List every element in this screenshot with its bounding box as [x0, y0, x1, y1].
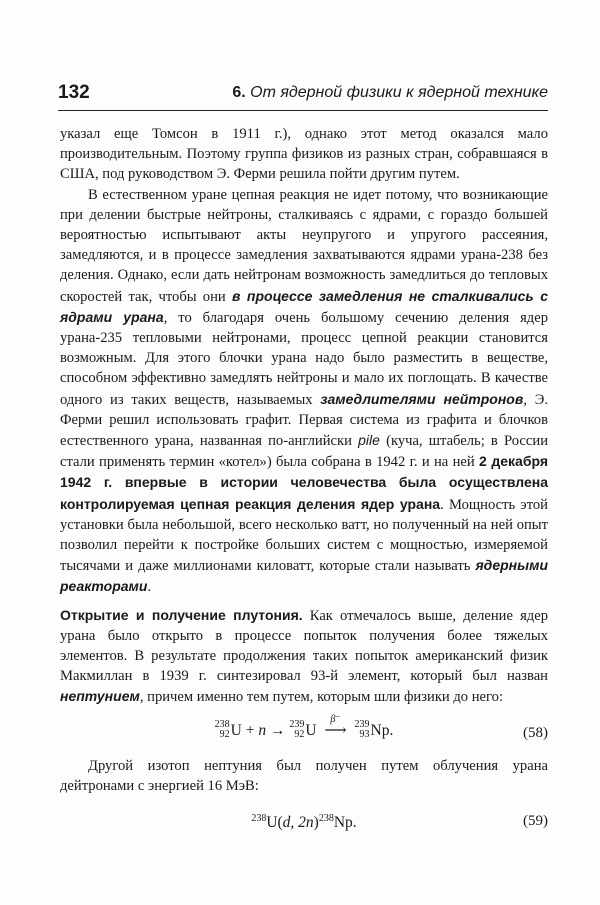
beta-label: β⁻ — [330, 713, 341, 725]
paragraph-3 — [60, 605, 548, 708]
beta-decay-arrow: β⁻ ⟶ — [320, 721, 350, 741]
u-symbol: U( — [266, 814, 283, 832]
isotope-np239: 239 93 — [354, 719, 370, 741]
paragraph-3-text-b: , причем именно тем путем, которым шли физики до него: — [139, 689, 503, 706]
paragraph-1: указал еще Томсон в 1911 г.), однако этот метод оказался мало производительным. Поэтому группа физиков из разных стран, собравшаяся в США, под руководством Э. Ферми решила пойти другим путем. — [60, 126, 548, 183]
reaction-d-2n: d, 2n — [282, 814, 314, 832]
arrow-1: → — [269, 721, 286, 739]
isotope-u239: 239 92 — [289, 719, 305, 741]
page-header — [58, 80, 548, 111]
paragraph-2-text-a: В естественном уране цепная реакция не идет потому, что возникающие при делении быстрые нейтроны, сталкиваясь с ядрами, с гораздо большей вероятностью испытывают акты неупругого и упругого рассеяния, замедляются, и в процессе замедления захватываются ядрами урана-238 без деления. Однако, если дать нейтронам возможность замедлиться до тепловых скоростей так, чтобы они — [60, 186, 548, 305]
equation-number-58: (58) — [523, 724, 548, 741]
formula-59-expression: $^{238}$U(d, 2n)$^{238}$Np. — [251, 813, 357, 832]
paragraph-2-text-d: (куча, штабель; в России стали применять термин «котел») была собрана в 1942 г. и на ней — [60, 433, 548, 471]
emphasis-not-collide: в процессе замедления не сталкивались с ядрами урана — [60, 287, 548, 325]
formula-58-expression — [60, 713, 548, 741]
isotope-u238: 238 92 — [214, 719, 230, 741]
paragraph-2-text-b: , то благодаря очень большому сечению деления ядер урана-235 тепловыми нейтронами, процесс цепной реакции становится возможным. Для этого блочки урана надо было разместить в веществе, способном эффективно замедлять нейтроны и мало их поглощать. В качестве одного из таких веществ, называемых — [60, 309, 549, 408]
formula-58 — [60, 712, 548, 752]
symbol-u239: U — [305, 721, 317, 739]
symbol-u: U — [230, 721, 242, 739]
np-mass-number: 238 — [318, 813, 334, 825]
formula-59 — [60, 800, 548, 840]
paragraph-2-text-c: , Э. Ферми решил использовать графит. Первая система из графита и блочков естественного урана, названная по-английски — [60, 391, 548, 450]
u-mass-number: 238 — [251, 813, 267, 825]
term-moderators: замедлителями нейтронов — [320, 390, 524, 407]
paragraph-2-text-f: . — [147, 579, 152, 596]
running-head — [232, 84, 548, 102]
symbol-np: Np. — [370, 721, 394, 739]
term-pile: pile — [358, 432, 380, 449]
section-title: Открытие и получение плутония. — [60, 606, 303, 623]
paragraph-3-text-a: Как отмечалось выше, деление ядер урана было открыто в процессе попыток получения более тяжелых элементов. В результате продолжения таких попыток американский физик Макмиллан в 1939 г. синтезировал 93-й элемент, который был назван — [60, 607, 549, 685]
page-number: 132 — [58, 82, 90, 103]
term-neptunium: нептунием — [60, 688, 140, 705]
paragraph-2 — [60, 185, 548, 598]
np-symbol: Np. — [333, 814, 357, 832]
term-nuclear-reactors: ядерными реакторами — [60, 557, 548, 595]
chapter-title: От ядерной физики к ядерной технике — [250, 84, 548, 101]
paragraph-2-text-e: . Мощность этой установки была небольшой, всего несколько ватт, но полученный на ней опыт позволил перейти к постройке больших систем с мощностью, измеряемой тысячами и даже миллионами киловатт, которые стали называть — [60, 496, 548, 575]
paragraph-4: Другой изотоп нептуния был получен путем облучения урана дейтронами с энергией 16 МэВ: — [60, 757, 548, 794]
page-body — [60, 124, 548, 844]
equation-number-59: (59) — [523, 813, 548, 830]
chapter-number: 6. — [232, 84, 246, 101]
plus-sign: + — [245, 721, 255, 739]
emphasis-first-chain-reaction: 2 декабря 1942 г. впервые в истории человечества была осуществлена контролируемая цепная реакция деления ядер урана — [60, 453, 549, 512]
symbol-neutron: n — [258, 721, 267, 739]
